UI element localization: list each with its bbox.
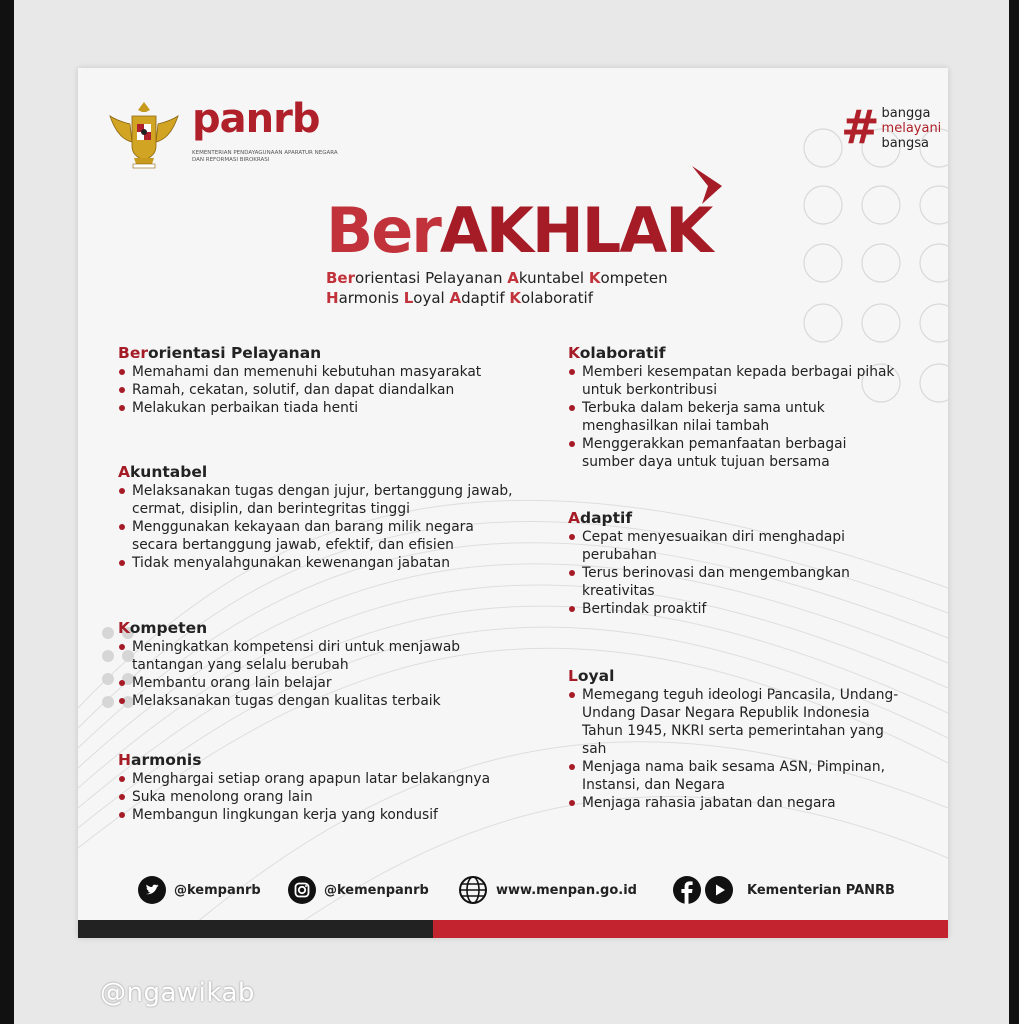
list-item: Menjaga rahasia jabatan dan negara: [568, 794, 903, 812]
facebook-youtube-handle[interactable]: [673, 876, 895, 904]
title-initial: A: [568, 509, 580, 527]
title-initial: A: [118, 463, 130, 481]
subtitle-initial: Ber: [326, 269, 356, 287]
instagram-handle-text: @kemenpanrb: [324, 882, 429, 898]
title-initial: H: [118, 751, 131, 769]
hashtag-word: melayani: [881, 121, 942, 136]
berakhlak-poster: [78, 68, 948, 938]
subtitle-word: ompeten: [600, 269, 668, 287]
right-frame-edge: [1009, 0, 1019, 1024]
list-item: Menggunakan kekayaan dan barang milik negara secara bertanggung jawab, efektif, dan efisien: [118, 518, 518, 554]
title-rest: olaboratif: [579, 344, 666, 362]
subtitle-word: orientasi Pelayanan: [355, 269, 508, 287]
brand-name: panrb: [192, 96, 320, 142]
hashtag-word: bangsa: [881, 136, 929, 151]
title-ber: Ber: [326, 194, 440, 267]
instagram-handle[interactable]: [288, 876, 458, 904]
list-item: Ramah, cekatan, solutif, dan dapat diandalkan: [118, 381, 538, 399]
section-kolaboratif: [568, 344, 898, 471]
subtitle-line-1: [326, 268, 766, 288]
section-title: [568, 667, 903, 686]
subtitle-initial: K: [509, 289, 522, 307]
section-title: [568, 344, 898, 363]
garuda-emblem-icon: [106, 96, 182, 172]
section-title: [118, 344, 538, 363]
subtitle-word: olaboratif: [521, 289, 593, 307]
list-item: Membantu orang lain belajar: [118, 674, 518, 692]
subtitle-word: armonis: [338, 289, 404, 307]
title-initial: K: [118, 619, 130, 637]
subtitle-initial: K: [588, 269, 601, 287]
title-initial: L: [568, 667, 578, 685]
left-frame-edge: [0, 0, 14, 1024]
section-adaptif: [568, 509, 898, 618]
subtitle-initial: H: [326, 289, 339, 307]
list-item: Melaksanakan tugas dengan kualitas terbaik: [118, 692, 518, 710]
list-item: Melakukan perbaikan tiada henti: [118, 399, 538, 417]
title-initial: K: [568, 344, 580, 362]
website-url-text: www.menpan.go.id: [496, 882, 637, 898]
facebook-icon: [673, 876, 701, 904]
list-item: Memberi kesempatan kepada berbagai pihak untuk berkontribusi: [568, 363, 898, 399]
section-title: [568, 509, 898, 528]
subtitle-word: daptif: [461, 289, 510, 307]
list-item: Memegang teguh ideologi Pancasila, Undang-Undang Dasar Negara Republik Indonesia Tahun 1945, NKRI serta pemerintahan yang sah: [568, 686, 903, 758]
subtitle-word: kuntabel: [518, 269, 589, 287]
section-loyal: [568, 667, 903, 812]
panrb-logo: [106, 96, 342, 172]
subtitle-word: oyal: [413, 289, 450, 307]
list-item: Membangun lingkungan kerja yang kondusif: [118, 806, 548, 824]
title-initial: Ber: [118, 344, 148, 362]
title-rest: daptif: [580, 509, 633, 527]
brand-subtitle: KEMENTERIAN PENDAYAGUNAAN APARATUR NEGARA DAN REFORMASI BIROKRASI: [192, 150, 338, 163]
facebook-youtube-text: Kementerian PANRB: [747, 882, 895, 898]
section-akuntabel: [118, 463, 518, 572]
title-rest: ompeten: [129, 619, 208, 637]
title-rest: oyal: [577, 667, 615, 685]
footer-bar-red: [433, 920, 948, 938]
acronym-subtitle: [326, 268, 766, 308]
list-item: Melaksanakan tugas dengan jujur, bertanggung jawab, cermat, disiplin, dan berintegritas tinggi: [118, 482, 518, 518]
list-item: Suka menolong orang lain: [118, 788, 548, 806]
hashtag-symbol: #: [841, 100, 880, 154]
list-item: Memahami dan memenuhi kebutuhan masyarakat: [118, 363, 538, 381]
hashtag-logo: [841, 100, 942, 154]
youtube-icon: [705, 876, 733, 904]
section-title: [118, 619, 518, 638]
twitter-icon: [138, 876, 166, 904]
website-link[interactable]: [458, 875, 673, 905]
list-item: Bertindak proaktif: [568, 600, 898, 618]
main-title: [326, 196, 711, 266]
subtitle-initial: A: [449, 289, 462, 307]
title-rest: orientasi Pelayanan: [147, 344, 322, 362]
title-rest: kuntabel: [130, 463, 208, 481]
footer-bar-dark: [78, 920, 433, 938]
twitter-handle[interactable]: [138, 876, 288, 904]
list-item: Cepat menyesuaikan diri menghadapi perubahan: [568, 528, 898, 564]
list-item: Tidak menyalahgunakan kewenangan jabatan: [118, 554, 518, 572]
section-harmonis: [118, 751, 548, 824]
section-title: [118, 463, 518, 482]
section-kompeten: [118, 619, 518, 710]
section-title: [118, 751, 548, 770]
list-item: Menggerakkan pemanfaatan berbagai sumber daya untuk tujuan bersama: [568, 435, 898, 471]
subtitle-initial: L: [403, 289, 414, 307]
hashtag-word: bangga: [881, 106, 931, 121]
list-item: Terus berinovasi dan mengembangkan kreativitas: [568, 564, 898, 600]
title-rest: armonis: [130, 751, 202, 769]
list-item: Meningkatkan kompetensi diri untuk menjawab tantangan yang selalu berubah: [118, 638, 518, 674]
title-akhlak: AKHLAK: [439, 194, 712, 267]
list-item: Menjaga nama baik sesama ASN, Pimpinan, Instansi, dan Negara: [568, 758, 903, 794]
list-item: Menghargai setiap orang apapun latar belakangnya: [118, 770, 548, 788]
social-footer: [138, 873, 918, 907]
section-berorientasi-pelayanan: [118, 344, 538, 417]
globe-icon: [458, 875, 488, 905]
list-item: Terbuka dalam bekerja sama untuk menghasilkan nilai tambah: [568, 399, 898, 435]
twitter-handle-text: @kempanrb: [174, 882, 261, 898]
subtitle-initial: A: [507, 269, 519, 287]
instagram-icon: [288, 876, 316, 904]
subtitle-line-2: [326, 288, 766, 308]
watermark-text: @ngawikab: [100, 978, 255, 1008]
